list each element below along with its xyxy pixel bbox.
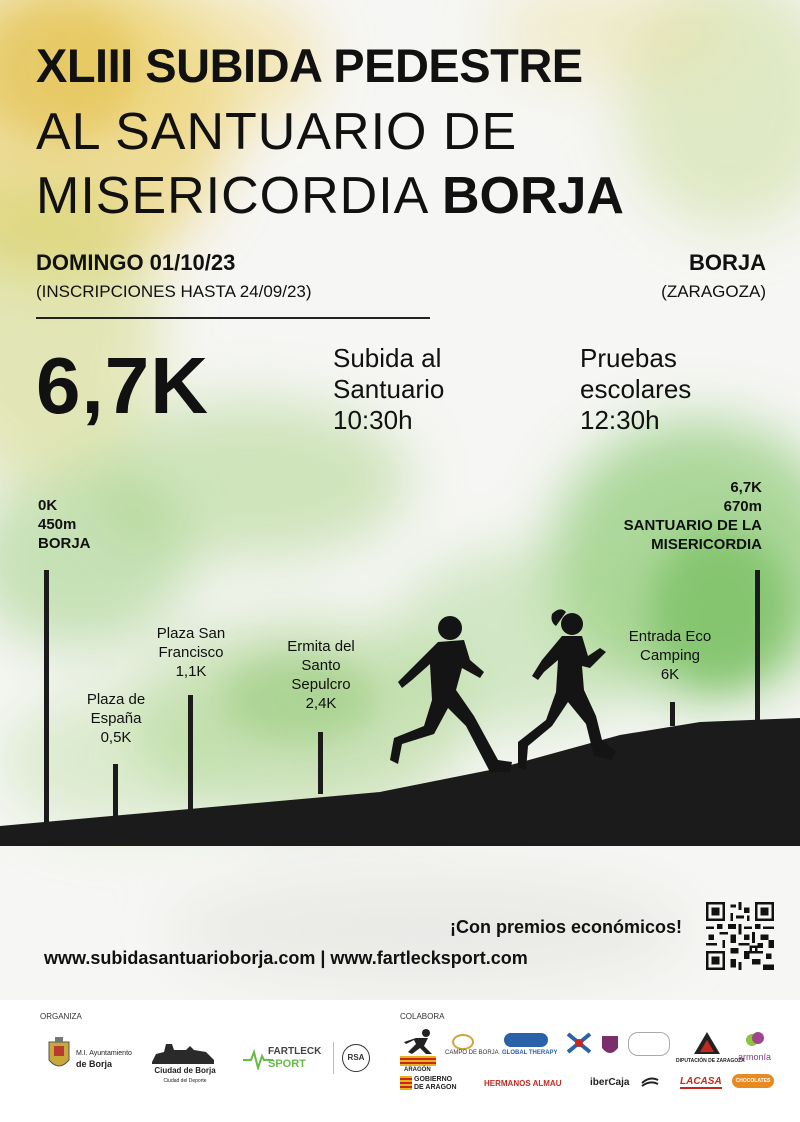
checkpoint-camping	[604, 627, 736, 684]
logo-divider	[333, 1042, 334, 1074]
checkpoint-espana	[64, 690, 168, 747]
title-line-1: XLIII SUBIDA PEDESTRE	[36, 39, 583, 92]
start-alt: 450m	[38, 516, 77, 533]
rsa-badge: RSA	[342, 1044, 370, 1072]
race-subida-line2: Santuario	[333, 374, 445, 404]
campo-borja-icon	[452, 1034, 474, 1050]
title-line-3	[36, 166, 624, 226]
borja-shield-icon	[46, 1036, 72, 1072]
pole-end	[755, 570, 760, 720]
race-subida-time: 10:30h	[333, 405, 413, 435]
seal-icon	[600, 1034, 620, 1058]
registration-deadline: (INSCRIPCIONES HASTA 24/09/23)	[36, 282, 312, 301]
gobierno-line2: DE ARAGON	[414, 1084, 457, 1091]
pole-camping	[670, 702, 675, 726]
ayuntamiento-logo	[76, 1048, 132, 1070]
race-escolares-line1: Pruebas	[580, 343, 677, 373]
ciudad-borja-name: Ciudad de Borja	[154, 1066, 216, 1075]
fartleck-line1: FARTLECK	[268, 1046, 322, 1057]
armonia-leaf-icon	[744, 1028, 766, 1050]
cp1-line1: Plaza de	[86, 691, 146, 708]
title-line-3-bold: BORJA	[441, 167, 624, 225]
pole-san-francisco	[188, 695, 193, 815]
gobierno-flag	[400, 1076, 412, 1090]
ibercaja-swoosh-icon	[640, 1076, 660, 1090]
end-name-2: MISERICORDIA	[651, 536, 762, 553]
divider	[36, 317, 430, 319]
race-escolares	[580, 343, 691, 436]
gobierno-line1: GOBIERNO	[414, 1076, 453, 1083]
start-km: 0K	[38, 497, 58, 514]
start-name: BORJA	[38, 535, 91, 552]
event-town: BORJA	[688, 250, 766, 275]
aragon-label: ARAGÓN	[404, 1067, 431, 1073]
profile-end-label	[624, 478, 762, 554]
catedral-logo-icon	[628, 1032, 670, 1056]
websites-link[interactable]: www.subidasantuarioborja.com | www.fartlecksport.com	[44, 948, 528, 968]
race-escolares-time: 12:30h	[580, 405, 660, 435]
hermanos-almau-logo: HERMANOS ALMAU	[484, 1079, 562, 1088]
qr-code-icon[interactable]	[706, 902, 774, 970]
chocolates-logo: CHOCOLATES	[732, 1074, 774, 1088]
colabora-title: COLABORA	[400, 1012, 445, 1021]
prizes-text: ¡Con premios económicos!	[449, 917, 682, 937]
title-line-3-light: MISERICORDIA	[36, 167, 442, 225]
gobierno-aragon-logo	[414, 1076, 457, 1092]
organiza-title: ORGANIZA	[40, 1012, 82, 1021]
end-name-1: SANTUARIO DE LA	[623, 517, 762, 534]
cp3-km: 2,4K	[305, 695, 337, 712]
ciudad-borja-logo	[150, 1066, 220, 1086]
title-line-2: AL SANTUARIO DE	[36, 103, 518, 161]
global-therapy-icon	[504, 1033, 548, 1047]
event-date: DOMINGO 01/10/23	[36, 250, 236, 275]
checkpoint-san-francisco	[136, 624, 246, 681]
cp1-km: 0,5K	[100, 729, 132, 746]
end-km: 6,7K	[730, 479, 762, 496]
cp3-line2: Santo	[301, 657, 341, 674]
pole-ermita	[318, 732, 323, 794]
race-distance: 6,7K	[36, 341, 209, 430]
pole-espana	[113, 764, 118, 820]
cp4-line1: Entrada Eco	[628, 628, 712, 645]
ibercaja-logo: iberCaja	[590, 1077, 630, 1088]
cp4-line2: Camping	[639, 647, 701, 664]
cp2-km: 1,1K	[175, 663, 207, 680]
profile-start-label	[38, 496, 91, 553]
end-alt: 670m	[723, 498, 762, 515]
lacasa-logo: LACASA	[680, 1076, 722, 1087]
fartleck-line2: SPORT	[268, 1058, 306, 1070]
cp4-km: 6K	[660, 666, 680, 683]
cp2-line2: Francisco	[158, 644, 224, 661]
fartleck-logo	[268, 1046, 321, 1070]
aragon-runner-icon	[402, 1028, 436, 1056]
armonia-logo: armonía	[738, 1052, 772, 1062]
cp1-line2: España	[90, 710, 142, 727]
tools-icon	[566, 1032, 592, 1054]
cp2-line1: Plaza San	[156, 625, 226, 642]
race-subida-line1: Subida al	[333, 343, 442, 373]
ayuntamiento-line2: de Borja	[76, 1059, 113, 1069]
diputacion-logo: DIPUTACIÓN DE ZARAGOZA	[676, 1058, 745, 1064]
sponsors-footer	[0, 1000, 800, 1122]
diputacion-triangle-icon	[692, 1030, 722, 1056]
checkpoint-ermita	[262, 637, 380, 713]
ciudad-borja-skyline-icon	[150, 1040, 216, 1064]
cp3-line3: Sepulcro	[291, 676, 351, 693]
race-subida	[333, 343, 444, 436]
ciudad-borja-sub: Ciudad del Deporte	[163, 1078, 207, 1084]
event-province: (ZARAGOZA)	[661, 282, 766, 301]
campo-borja-logo: CAMPO DE BORJA	[445, 1050, 499, 1056]
cp3-line1: Ermita del	[287, 638, 355, 655]
pole-start	[44, 570, 49, 826]
aragon-flag	[400, 1056, 436, 1066]
race-escolares-line2: escolares	[580, 374, 692, 404]
global-therapy-logo: GLOBAL THERAPY	[502, 1050, 558, 1056]
ayuntamiento-line1: M.I. Ayuntamiento	[76, 1050, 132, 1057]
